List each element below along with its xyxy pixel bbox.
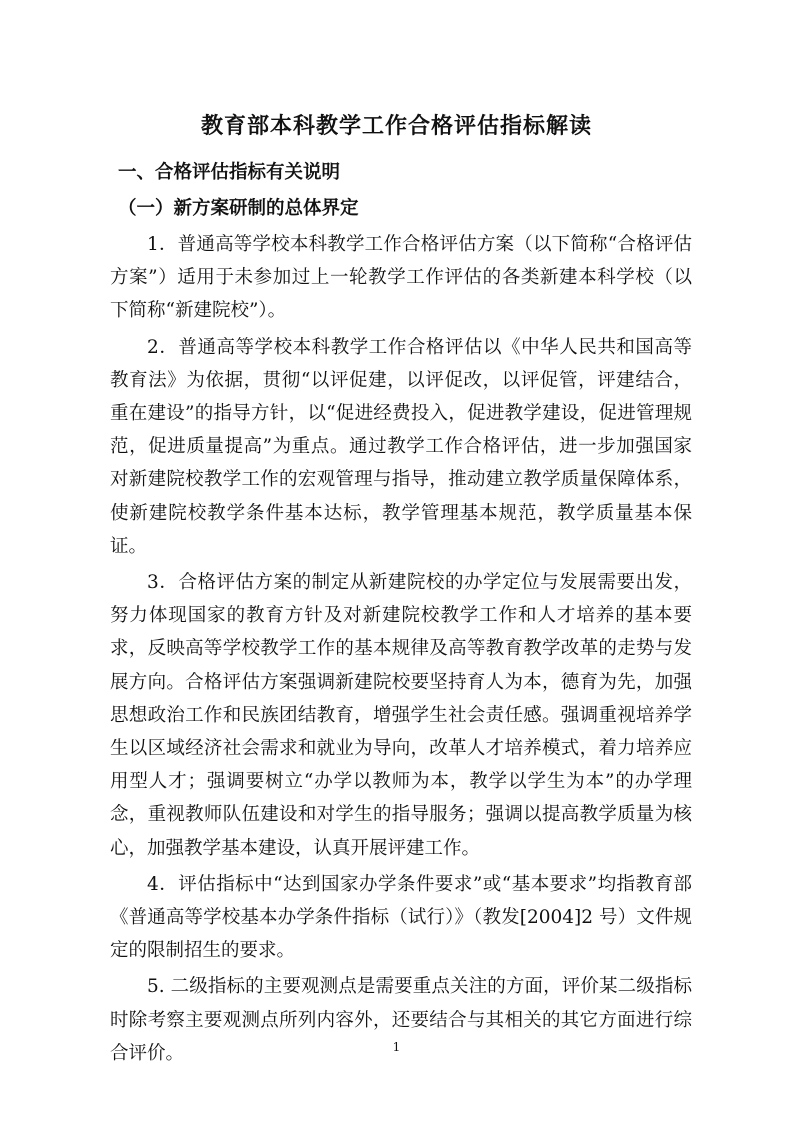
paragraph-3: 3．合格评估方案的制定从新建院校的办学定位与发展需要出发，努力体现国家的教育方针及对新建院校教学工作和人才培养的基本要求，反映高等学校教学工作的基本规律及高等教育教学改革的走势与发展方向。合格评估方案强调新建院校要坚持育人为本，德育为先，加强思想政治工作和民族团结教育，增强学生社会责任感。强调重视培养学生以区域经济社会需求和就业为导向，改革人才培养模式，着力培养应用型人才；强调要树立“办学以教师为本，教学以学生为本”的办学理念，重视教师队伍建设和对学生的指导服务；强调以提高教学质量为核心，加强教学基本建设，认真开展评建工作。	[110, 572, 692, 859]
document-title: 教育部本科教学工作合格评估指标解读	[200, 114, 592, 139]
page-number: 1	[392, 1040, 401, 1054]
section-heading: 一、合格评估指标有关说明	[118, 162, 341, 183]
paragraph-4: 4．评估指标中“达到国家办学条件要求”或“基本要求”均指教育部《普通高等学校基本办学条件指标（试行）》（教发[2004]2 号）文件规定的限制招生的要求。	[110, 873, 692, 962]
paragraph-1: 1．普通高等学校本科教学工作合格评估方案（以下简称“合格评估方案”）适用于未参加过上一轮教学工作评估的各类新建本科学校（以下简称“新建院校”）。	[110, 234, 692, 322]
document-body	[110, 228, 692, 1073]
paragraph-2: 2．普通高等学校本科教学工作合格评估以《中华人民共和国高等教育法》为依据，贯彻“以评促建，以评促改，以评促管，评建结合，重在建设”的指导方针，以“促进经费投入，促进教学建设，促进管理规范，促进质量提高”为重点。通过教学工作合格评估，进一步加强国家对新建院校教学工作的宏观管理与指导，推动建立教学质量保障体系，使新建院校教学条件基本达标，教学管理基本规范，教学质量基本保证。	[110, 336, 692, 557]
paragraph-5: 5. 二级指标的主要观测点是需要重点关注的方面，评价某二级指标时除考察主要观测点所列内容外，还要结合与其相关的其它方面进行综合评价。	[110, 976, 692, 1064]
subsection-heading: （一）新方案研制的总体界定	[118, 198, 359, 219]
